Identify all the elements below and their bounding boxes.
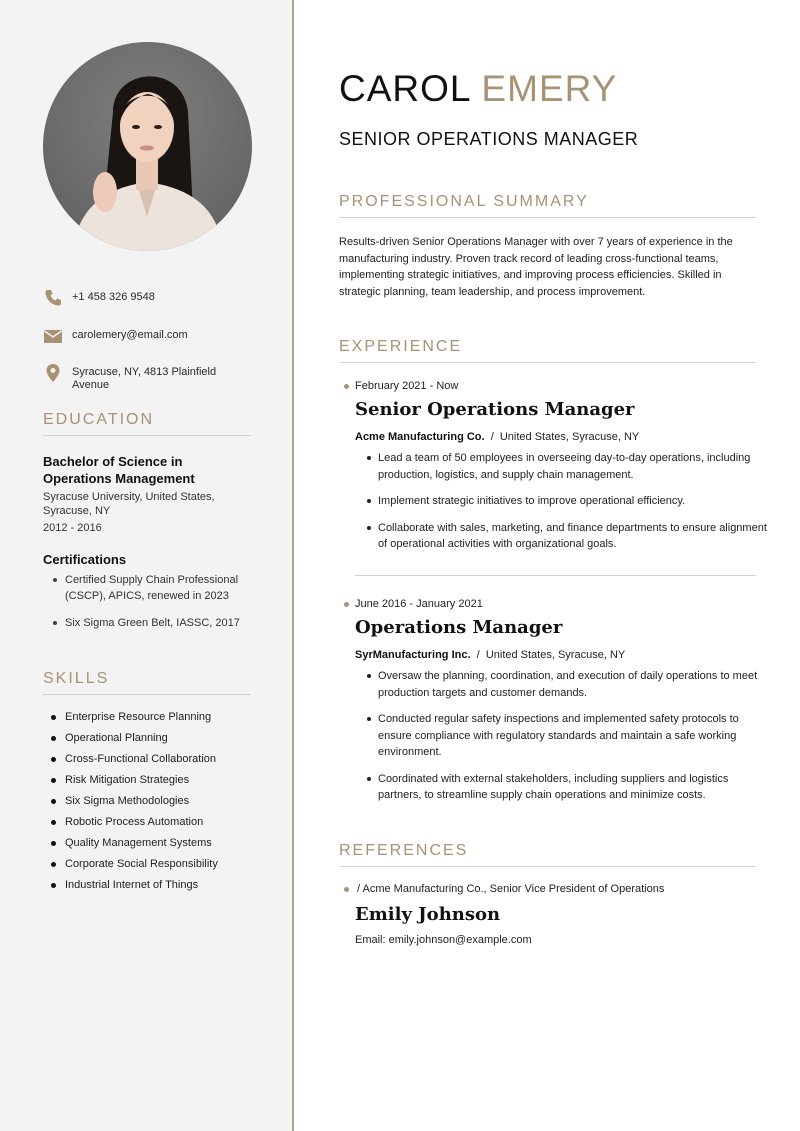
job-bullet: Coordinated with external stakeholders, including suppliers and logistics partners, to streamline supply chain operations and minimize costs. bbox=[355, 771, 773, 804]
first-name: CAROL bbox=[339, 68, 471, 109]
address-text: Syracuse, NY, 4813 Plainfield Avenue bbox=[72, 366, 217, 391]
skill-item: Enterprise Resource Planning bbox=[43, 711, 273, 732]
summary-text: Results-driven Senior Operations Manager with over 7 years of experience in the manufacturing industry. Proven track record of leading cross-functional teams, implementing strategic initiatives, and improving process efficiencies. Skilled in strategic planning, team leadership, and process improvement. bbox=[339, 236, 733, 298]
education-years: 2012 - 2016 bbox=[43, 522, 102, 534]
skills-list bbox=[43, 711, 273, 900]
job-bullet: Collaborate with sales, marketing, and finance departments to ensure alignment of operational activities with organizational goals. bbox=[355, 520, 773, 553]
sidebar bbox=[0, 0, 294, 1131]
summary-heading: PROFESSIONAL SUMMARY bbox=[339, 193, 756, 218]
job-bullets bbox=[355, 450, 773, 553]
job-divider bbox=[355, 575, 756, 576]
reference-name: Emily Johnson bbox=[355, 904, 501, 925]
education-school: Syracuse University, United States, Syracuse, NY bbox=[43, 491, 215, 517]
skill-item: Quality Management Systems bbox=[43, 837, 273, 858]
experience-heading: EXPERIENCE bbox=[339, 338, 756, 363]
candidate-name bbox=[339, 68, 617, 110]
job-company: SyrManufacturing Inc. / United States, Syracuse, NY bbox=[355, 649, 626, 661]
contact-phone bbox=[43, 288, 263, 308]
reference-email: Email: emily.johnson@example.com bbox=[355, 934, 532, 946]
bullet-dot bbox=[344, 887, 349, 892]
job-role: Senior Operations Manager bbox=[355, 399, 635, 420]
skill-item: Robotic Process Automation bbox=[43, 816, 273, 837]
profile-photo bbox=[43, 42, 252, 251]
certifications-list bbox=[43, 572, 258, 642]
email-text: carolemery@email.com bbox=[72, 329, 188, 341]
last-name: EMERY bbox=[481, 68, 618, 109]
skill-item: Industrial Internet of Things bbox=[43, 879, 273, 900]
email-icon bbox=[43, 326, 63, 346]
skills-heading: SKILLS bbox=[43, 670, 251, 695]
contact-address bbox=[43, 363, 233, 392]
location-pin-icon bbox=[43, 363, 63, 383]
education-degree: Bachelor of Science in Operations Management bbox=[43, 454, 195, 486]
skill-item: Cross-Functional Collaboration bbox=[43, 753, 273, 774]
certifications-heading: Certifications bbox=[43, 552, 127, 567]
job-role: Operations Manager bbox=[355, 617, 563, 638]
job-dates: February 2021 - Now bbox=[344, 380, 458, 392]
skill-item: Operational Planning bbox=[43, 732, 273, 753]
references-heading: REFERENCES bbox=[339, 842, 756, 867]
job-title: SENIOR OPERATIONS MANAGER bbox=[339, 129, 639, 149]
contact-email bbox=[43, 326, 263, 346]
certification-item: Six Sigma Green Belt, IASSC, 2017 bbox=[43, 615, 258, 631]
job-bullet: Implement strategic initiatives to improve operational efficiency. bbox=[355, 493, 773, 510]
job-dates: June 2016 - January 2021 bbox=[344, 598, 483, 610]
bullet-dot bbox=[344, 602, 349, 607]
education-heading: EDUCATION bbox=[43, 411, 251, 436]
skill-item: Six Sigma Methodologies bbox=[43, 795, 273, 816]
job-bullet: Conducted regular safety inspections and implemented safety protocols to ensure compliance with regulatory standards and maintain a safe working environment. bbox=[355, 711, 773, 761]
skill-item: Risk Mitigation Strategies bbox=[43, 774, 273, 795]
certification-item: Certified Supply Chain Professional (CSCP), APICS, renewed in 2023 bbox=[43, 572, 258, 604]
skill-item: Corporate Social Responsibility bbox=[43, 858, 273, 879]
job-bullets bbox=[355, 668, 773, 804]
phone-text: +1 458 326 9548 bbox=[72, 291, 155, 303]
reference-meta: / Acme Manufacturing Co., Senior Vice President of Operations bbox=[344, 883, 664, 895]
job-company: Acme Manufacturing Co. / United States, Syracuse, NY bbox=[355, 431, 640, 443]
bullet-dot bbox=[344, 384, 349, 389]
phone-icon bbox=[43, 288, 63, 308]
job-bullet: Lead a team of 50 employees in overseeing day-to-day operations, including production, logistics, and supply chain management. bbox=[355, 450, 773, 483]
job-bullet: Oversaw the planning, coordination, and execution of daily operations to meet production targets and customer demands. bbox=[355, 668, 773, 701]
